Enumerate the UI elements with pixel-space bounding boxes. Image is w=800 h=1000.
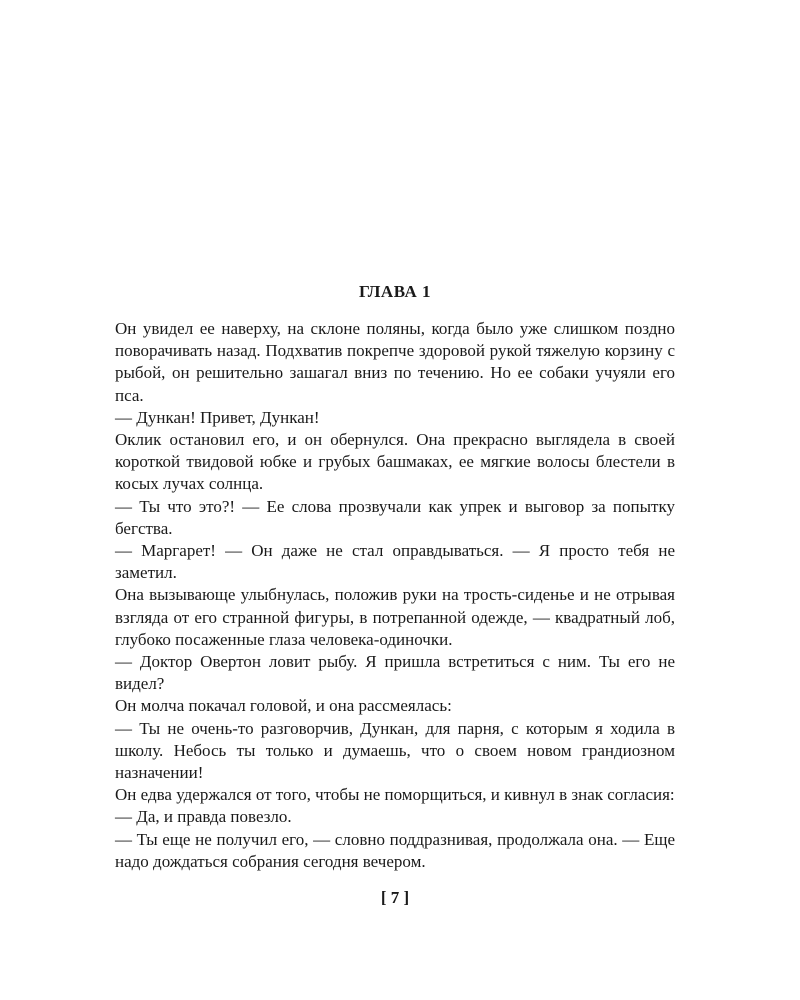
chapter-title: ГЛАВА 1 — [359, 282, 431, 301]
paragraph: — Да, и правда повезло. — [115, 807, 292, 827]
page-number: [ 7 ] — [380, 888, 410, 907]
paragraph: Она вызывающе улыбнулась, положив руки на трость-сиденье и не отрывая взгляда от его странной фигуры, в потрепанной одежде, — квадратный лоб, глубоко посаженные глаза человека-одиночки. — [115, 585, 675, 649]
paragraph: — Маргарет! — Он даже не стал оправдываться. — Я просто тебя не заметил. — [115, 541, 675, 583]
book-page — [115, 0, 675, 1000]
paragraph: — Доктор Овертон ловит рыбу. Я пришла встретиться с ним. Ты его не видел? — [115, 652, 675, 694]
paragraph: — Ты не очень-то разговорчив, Дункан, для парня, с которым я ходила в школу. Небось ты только и думаешь, что о своем новом грандиозном назначении! — [115, 718, 675, 783]
chapter-body — [115, 318, 675, 873]
paragraph: — Дункан! Привет, Дункан! — [115, 407, 320, 427]
paragraph: — Ты еще не получил его, — словно поддразнивая, продолжала она. — Еще надо дождаться собрания сегодня вечером. — [115, 829, 675, 871]
paragraph: Он молча покачал головой, и она рассмеялась: — [115, 696, 452, 716]
paragraph: Он едва удержался от того, чтобы не поморщиться, и кивнул в знак согласия: — [115, 785, 675, 805]
paragraph: Он увидел ее наверху, на склоне поляны, когда было уже слишком поздно поворачивать назад. Подхватив покрепче здоровой рукой тяжелую корзину с рыбой, он решительно зашагал вниз по течению. Но ее собаки учуяли его пса. — [115, 319, 675, 405]
paragraph: — Ты что это?! — Ее слова прозвучали как упрек и выговор за попытку бегства. — [115, 496, 675, 538]
paragraph: Оклик остановил его, и он обернулся. Она прекрасно выглядела в своей короткой твидовой юбке и грубых башмаках, ее мягкие волосы блестели в косых лучах солнца. — [115, 430, 675, 494]
